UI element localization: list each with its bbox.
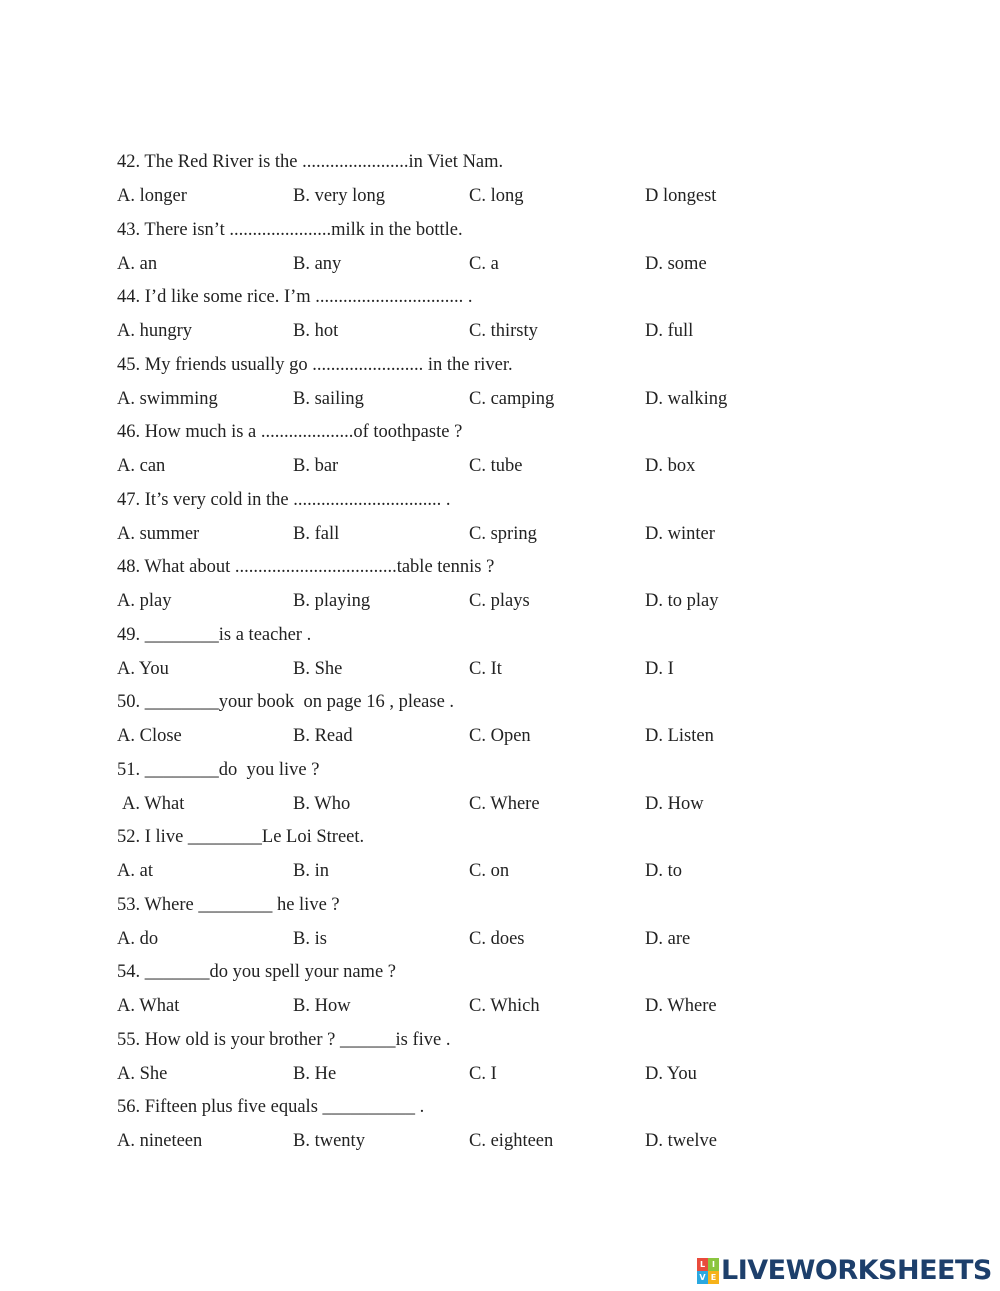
- option-c[interactable]: C. eighteen: [469, 1131, 554, 1151]
- question-56: [117, 1095, 917, 1163]
- answer-options: [117, 319, 917, 343]
- answer-options: [117, 184, 917, 208]
- logo-letter: V: [697, 1271, 708, 1284]
- option-c[interactable]: C. a: [469, 253, 499, 274]
- option-a[interactable]: A. nineteen: [117, 1131, 203, 1151]
- option-d[interactable]: D. are: [645, 928, 691, 949]
- option-c[interactable]: C. long: [469, 186, 524, 206]
- option-d[interactable]: D. some: [645, 253, 707, 274]
- option-d[interactable]: D. Listen: [645, 726, 714, 746]
- question-43: [117, 218, 917, 286]
- option-a[interactable]: A. longer: [117, 186, 187, 206]
- option-b[interactable]: B. in: [293, 861, 329, 881]
- answer-options: [117, 1062, 917, 1086]
- option-b[interactable]: B. Who: [293, 793, 351, 814]
- option-d[interactable]: D. You: [645, 1063, 697, 1084]
- option-b[interactable]: B. twenty: [293, 1131, 365, 1151]
- option-d[interactable]: D. twelve: [645, 1131, 717, 1151]
- answer-options: [117, 859, 917, 883]
- option-a[interactable]: A. summer: [117, 523, 200, 544]
- option-b[interactable]: B. any: [293, 253, 342, 274]
- option-c[interactable]: C. Where: [469, 793, 540, 814]
- question-stem: 47. It’s very cold in the ................................ .: [117, 489, 451, 510]
- option-c[interactable]: C. camping: [469, 388, 555, 409]
- option-d[interactable]: D. to play: [645, 591, 719, 611]
- option-d[interactable]: D. to: [645, 861, 682, 881]
- question-stem: 49. ________is a teacher .: [117, 624, 312, 645]
- option-c[interactable]: C. plays: [469, 591, 530, 611]
- answer-options: [117, 252, 917, 276]
- question-54: [117, 960, 917, 1028]
- question-stem: 52. I live ________Le Loi Street.: [117, 827, 365, 847]
- option-d[interactable]: D. box: [645, 456, 696, 476]
- logo-letter: E: [708, 1271, 719, 1284]
- question-stem: 54. _______do you spell your name ?: [117, 962, 396, 982]
- liveworksheets-logo[interactable]: [697, 1257, 992, 1285]
- question-46: [117, 420, 917, 488]
- question-stem: 44. I’d like some rice. I’m ................................ .: [117, 287, 473, 307]
- option-d[interactable]: D longest: [645, 186, 717, 206]
- option-c[interactable]: C. Open: [469, 726, 531, 746]
- option-d[interactable]: D. How: [645, 793, 704, 814]
- question-44: [117, 285, 917, 353]
- option-a[interactable]: A. What: [117, 996, 180, 1016]
- question-stem: 51. ________do you live ?: [117, 759, 320, 780]
- option-c[interactable]: C. does: [469, 928, 525, 949]
- answer-options: [117, 792, 917, 816]
- answer-options: [117, 454, 917, 478]
- option-a[interactable]: A. hungry: [117, 321, 193, 341]
- logo-letter: L: [697, 1258, 708, 1271]
- option-a[interactable]: A. do: [117, 928, 159, 949]
- question-53: [117, 893, 917, 961]
- option-b[interactable]: B. sailing: [293, 388, 364, 409]
- option-a[interactable]: A. play: [117, 591, 172, 611]
- option-b[interactable]: B. very long: [293, 186, 385, 206]
- answer-options: [117, 927, 917, 951]
- option-c[interactable]: C. spring: [469, 523, 537, 544]
- option-d[interactable]: D. I: [645, 658, 674, 679]
- option-b[interactable]: B. is: [293, 928, 327, 949]
- option-d[interactable]: D. full: [645, 321, 694, 341]
- option-a[interactable]: A. You: [117, 658, 169, 679]
- question-47: [117, 488, 917, 556]
- answer-options: [117, 994, 917, 1018]
- question-stem: 42. The Red River is the .......................in Viet Nam.: [117, 152, 504, 172]
- question-stem: 53. Where ________ he live ?: [117, 894, 340, 915]
- answer-options: [117, 657, 917, 681]
- option-b[interactable]: B. How: [293, 996, 351, 1016]
- liveworksheets-logo-icon: [697, 1258, 719, 1284]
- answer-options: [117, 724, 917, 748]
- question-49: [117, 623, 917, 691]
- option-b[interactable]: B. playing: [293, 591, 371, 611]
- option-a[interactable]: A. swimming: [117, 388, 218, 409]
- option-c[interactable]: C. on: [469, 861, 510, 881]
- option-b[interactable]: B. She: [293, 658, 343, 679]
- option-d[interactable]: D. Where: [645, 996, 717, 1016]
- option-a[interactable]: A. Close: [117, 726, 182, 746]
- answer-options: [117, 1129, 917, 1153]
- option-b[interactable]: B. fall: [293, 523, 340, 544]
- question-stem: 43. There isn’t ......................milk in the bottle.: [117, 219, 463, 240]
- logo-text: LIVEWORKSHEETS: [721, 1255, 992, 1286]
- option-c[interactable]: C. Which: [469, 996, 540, 1016]
- question-55: [117, 1028, 917, 1096]
- question-45: [117, 353, 917, 421]
- option-c[interactable]: C. It: [469, 658, 502, 679]
- question-list: [117, 150, 917, 1163]
- option-d[interactable]: D. winter: [645, 523, 715, 544]
- question-stem: 50. ________your book on page 16 , please .: [117, 692, 455, 712]
- question-stem: 48. What about ...................................table tennis ?: [117, 557, 495, 577]
- option-a[interactable]: A. can: [117, 456, 166, 476]
- answer-options: [117, 589, 917, 613]
- question-stem: 46. How much is a ....................of toothpaste ?: [117, 422, 463, 442]
- question-48: [117, 555, 917, 623]
- option-b[interactable]: B. bar: [293, 456, 339, 476]
- question-stem: 55. How old is your brother ? ______is five .: [117, 1029, 451, 1050]
- question-42: [117, 150, 917, 218]
- option-b[interactable]: B. Read: [293, 726, 353, 746]
- option-a[interactable]: A. She: [117, 1063, 168, 1084]
- option-a[interactable]: A. at: [117, 861, 153, 881]
- option-b[interactable]: B. hot: [293, 321, 339, 341]
- option-b[interactable]: B. He: [293, 1063, 337, 1084]
- answer-options: [117, 522, 917, 546]
- question-stem: 56. Fifteen plus five equals __________ .: [117, 1097, 425, 1117]
- question-stem: 45. My friends usually go ........................ in the river.: [117, 354, 513, 375]
- option-a[interactable]: A. an: [117, 253, 158, 274]
- option-c[interactable]: C. tube: [469, 456, 523, 476]
- answer-options: [117, 387, 917, 411]
- option-d[interactable]: D. walking: [645, 388, 728, 409]
- question-51: [117, 758, 917, 826]
- option-c[interactable]: C. thirsty: [469, 321, 538, 341]
- option-c[interactable]: C. I: [469, 1063, 497, 1084]
- option-a[interactable]: A. What: [122, 793, 185, 814]
- question-50: [117, 690, 917, 758]
- question-52: [117, 825, 917, 893]
- logo-letter: I: [708, 1258, 719, 1271]
